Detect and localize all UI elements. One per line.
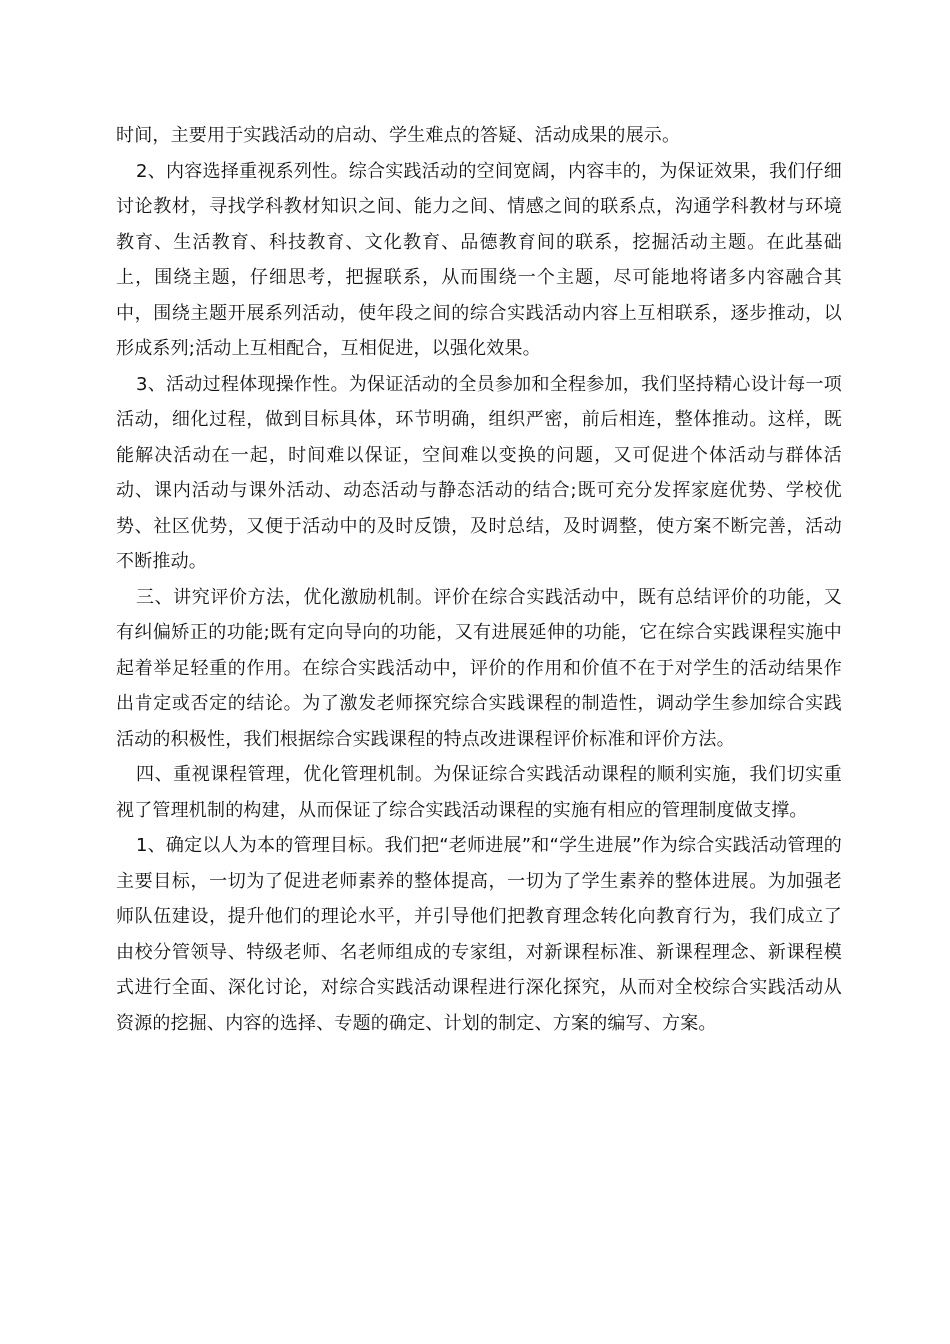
document-body: [116, 118, 842, 1041]
paragraph: 四、重视课程管理，优化管理机制。为保证综合实践活动课程的顺利实施，我们切实重视了管理机制的构建，从而保证了综合实践活动课程的实施有相应的管理制度做支撑。: [116, 764, 842, 821]
paragraph: 1、确定以人为本的管理目标。我们把“老师进展”和“学生进展”作为综合实践活动管理的主要目标，一切为了促进老师素养的整体提高，一切为了学生素养的整体进展。为加强老师队伍建设，提升他们的理论水平，并引导他们把教育理念转化向教育行为，我们成立了由校分管领导、特级老师、名老师组成的专家组，对新课程标准、新课程理念、新课程模式进行全面、深化讨论，对综合实践活动课程进行深化探究，从而对全校综合实践活动从资源的挖掘、内容的选择、专题的确定、计划的制定、方案的编写、方案。: [116, 835, 842, 1034]
paragraph: 3、活动过程体现操作性。为保证活动的全员参加和全程参加，我们坚持精心设计每一项活动，细化过程，做到目标具体，环节明确，组织严密，前后相连，整体推动。这样，既能解决活动在一起，时间难以保证，空间难以变换的问题，又可促进个体活动与群体活动、课内活动与课外活动、动态活动与静态活动的结合;既可充分发挥家庭优势、学校优势、社区优势，又便于活动中的及时反馈，及时总结，及时调整，使方案不断完善，活动不断推动。: [116, 373, 842, 572]
paragraph: 三、讲究评价方法，优化激励机制。评价在综合实践活动中，既有总结评价的功能，又有纠偏矫正的功能;既有定向导向的功能，又有进展延伸的功能，它在综合实践课程实施中起着举足轻重的作用。在综合实践活动中，评价的作用和价值不在于对学生的活动结果作出肯定或否定的结论。为了激发老师探究综合实践课程的制造性，调动学生参加综合实践活动的积极性，我们根据综合实践课程的特点改进课程评价标准和评价方法。: [116, 586, 842, 750]
paragraph: 2、内容选择重视系列性。综合实践活动的空间宽阔，内容丰的，为保证效果，我们仔细讨论教材，寻找学科教材知识之间、能力之间、情感之间的联系点，沟通学科教材与环境教育、生活教育、科技教育、文化教育、品德教育间的联系，挖掘活动主题。在此基础上，围绕主题，仔细思考，把握联系，从而围绕一个主题，尽可能地将诸多内容融合其中，围绕主题开展系列活动，使年段之间的综合实践活动内容上互相联系，逐步推动，以形成系列;活动上互相配合，互相促进，以强化效果。: [116, 160, 842, 359]
paragraph: 时间，主要用于实践活动的启动、学生难点的答疑、活动成果的展示。: [116, 125, 681, 146]
